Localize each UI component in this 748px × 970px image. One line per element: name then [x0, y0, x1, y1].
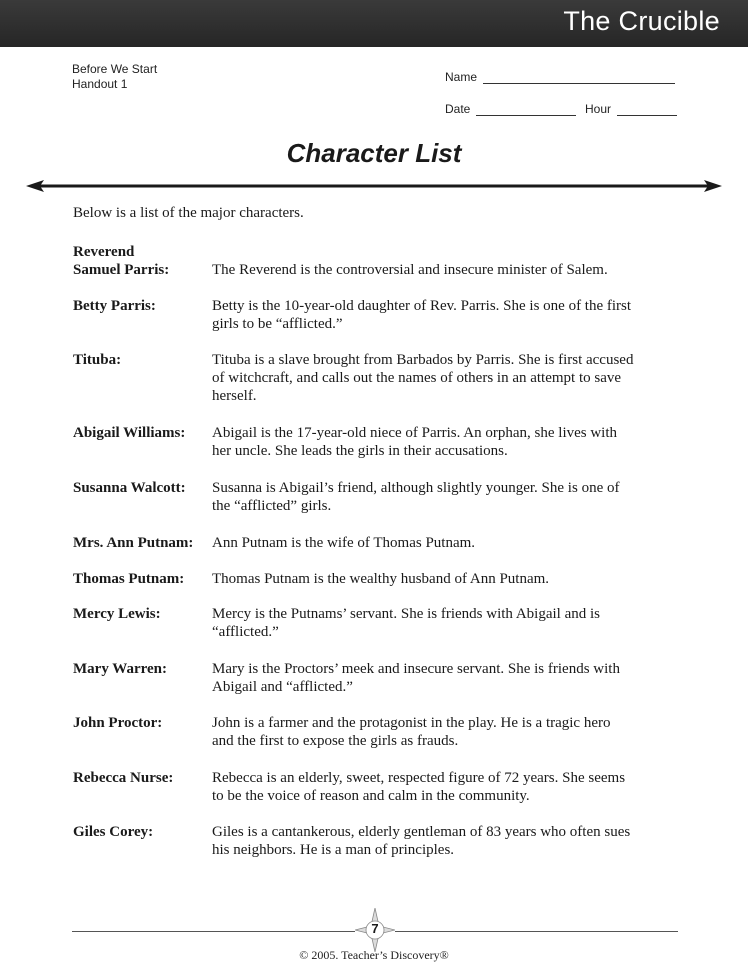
- character-description: The Reverend is the controversial and insecure minister of Salem.: [212, 262, 608, 278]
- description-line: the “afflicted” girls.: [212, 498, 332, 514]
- description-line: Mary is the Proctors’ meek and insecure servant. She is friends with: [212, 661, 620, 677]
- handout-label: [72, 62, 157, 92]
- page-title: Character List: [286, 138, 462, 168]
- character-description: [212, 769, 682, 805]
- name-line[interactable]: [483, 71, 675, 84]
- character-description: [212, 479, 682, 515]
- character-name: Betty Parris:: [73, 298, 156, 314]
- character-entry: [73, 714, 683, 750]
- date-field[interactable]: [445, 102, 576, 116]
- character-name: John Proctor:: [73, 715, 163, 731]
- character-entry: [73, 660, 683, 696]
- copyright: © 2005. Teacher’s Discovery®: [299, 948, 449, 962]
- character-name: Mrs. Ann Putnam:: [73, 535, 194, 551]
- character-name: Tituba:: [73, 352, 122, 368]
- character-entry: [73, 570, 683, 588]
- character-name: Mercy Lewis:: [73, 606, 161, 622]
- character-description: [212, 424, 682, 460]
- date-label: Date: [445, 102, 471, 116]
- name-field[interactable]: [445, 70, 675, 84]
- character-entry: [73, 479, 683, 515]
- name-label: Name: [445, 70, 478, 84]
- character-entry: [73, 534, 683, 552]
- description-line: herself.: [212, 388, 257, 404]
- hour-field[interactable]: [585, 102, 677, 116]
- description-line: Rebecca is an elderly, sweet, respected figure of 72 years. She seems: [212, 770, 626, 786]
- character-name-line-2: Samuel Parris:: [73, 262, 170, 278]
- description-line: “afflicted.”: [212, 624, 279, 640]
- character-name-line-1: Reverend: [73, 244, 135, 260]
- description-line: of witchcraft, and calls out the names of others in an attempt to save: [212, 370, 622, 386]
- header-bar: [0, 0, 748, 47]
- arrow-divider: [26, 179, 722, 193]
- description-line: John is a farmer and the protagonist in the play. He is a tragic hero: [212, 715, 611, 731]
- character-description: [212, 297, 682, 333]
- description-line: to be the voice of reason and calm in the community.: [212, 788, 530, 804]
- description-line: Abigail is the 17-year-old niece of Parris. An orphan, she lives with: [212, 425, 618, 441]
- character-description: [212, 660, 682, 696]
- character-name: Giles Corey:: [73, 824, 154, 840]
- character-entry: [73, 297, 683, 333]
- character-name: Rebecca Nurse:: [73, 770, 174, 786]
- description-line: Thomas Putnam is the wealthy husband of Ann Putnam.: [212, 571, 550, 587]
- description-line: Abigail and “afflicted.”: [212, 679, 353, 695]
- hour-label: Hour: [585, 102, 612, 116]
- character-entry: [73, 605, 683, 641]
- description-line: Betty is the 10-year-old daughter of Rev. Parris. She is one of the first: [212, 298, 632, 314]
- character-name: Thomas Putnam:: [73, 571, 185, 587]
- character-description: [212, 605, 682, 641]
- character-name: Mary Warren:: [73, 661, 168, 677]
- page-number: 7: [371, 921, 379, 936]
- header-title: The Crucible: [563, 6, 720, 36]
- footer-rule-right: [395, 931, 678, 932]
- description-line: Tituba is a slave brought from Barbados by Parris. She is first accused: [212, 352, 634, 368]
- character-description: [212, 351, 682, 405]
- character-description: [212, 823, 682, 859]
- character-entry: [73, 424, 683, 460]
- date-line[interactable]: [476, 103, 576, 116]
- description-line: Mercy is the Putnams’ servant. She is friends with Abigail and is: [212, 606, 601, 622]
- character-description: [212, 570, 682, 588]
- character-name: Susanna Walcott:: [73, 480, 186, 496]
- description-line: his neighbors. He is a man of principles.: [212, 842, 455, 858]
- description-line: girls to be “afflicted.”: [212, 316, 343, 332]
- character-description: [212, 534, 682, 552]
- character-entry: [73, 243, 683, 279]
- character-name: Abigail Williams:: [73, 425, 186, 441]
- intro-text: Below is a list of the major characters.: [73, 205, 304, 221]
- description-line: Ann Putnam is the wife of Thomas Putnam.: [212, 535, 476, 551]
- description-line: her uncle. She leads the girls in their accusations.: [212, 443, 508, 459]
- footer-rule-left: [72, 931, 355, 932]
- handout-line-1: Before We Start: [72, 62, 158, 76]
- description-line: Giles is a cantankerous, elderly gentleman of 83 years who often sues: [212, 824, 631, 840]
- handout-line-2: Handout 1: [72, 77, 128, 91]
- hour-line[interactable]: [617, 103, 677, 116]
- character-entry: [73, 769, 683, 805]
- character-entry: [73, 823, 683, 859]
- character-entry: [73, 351, 683, 405]
- description-line: and the first to expose the girls as frauds.: [212, 733, 459, 749]
- character-description: [212, 714, 682, 750]
- description-line: Susanna is Abigail’s friend, although slightly younger. She is one of: [212, 480, 620, 496]
